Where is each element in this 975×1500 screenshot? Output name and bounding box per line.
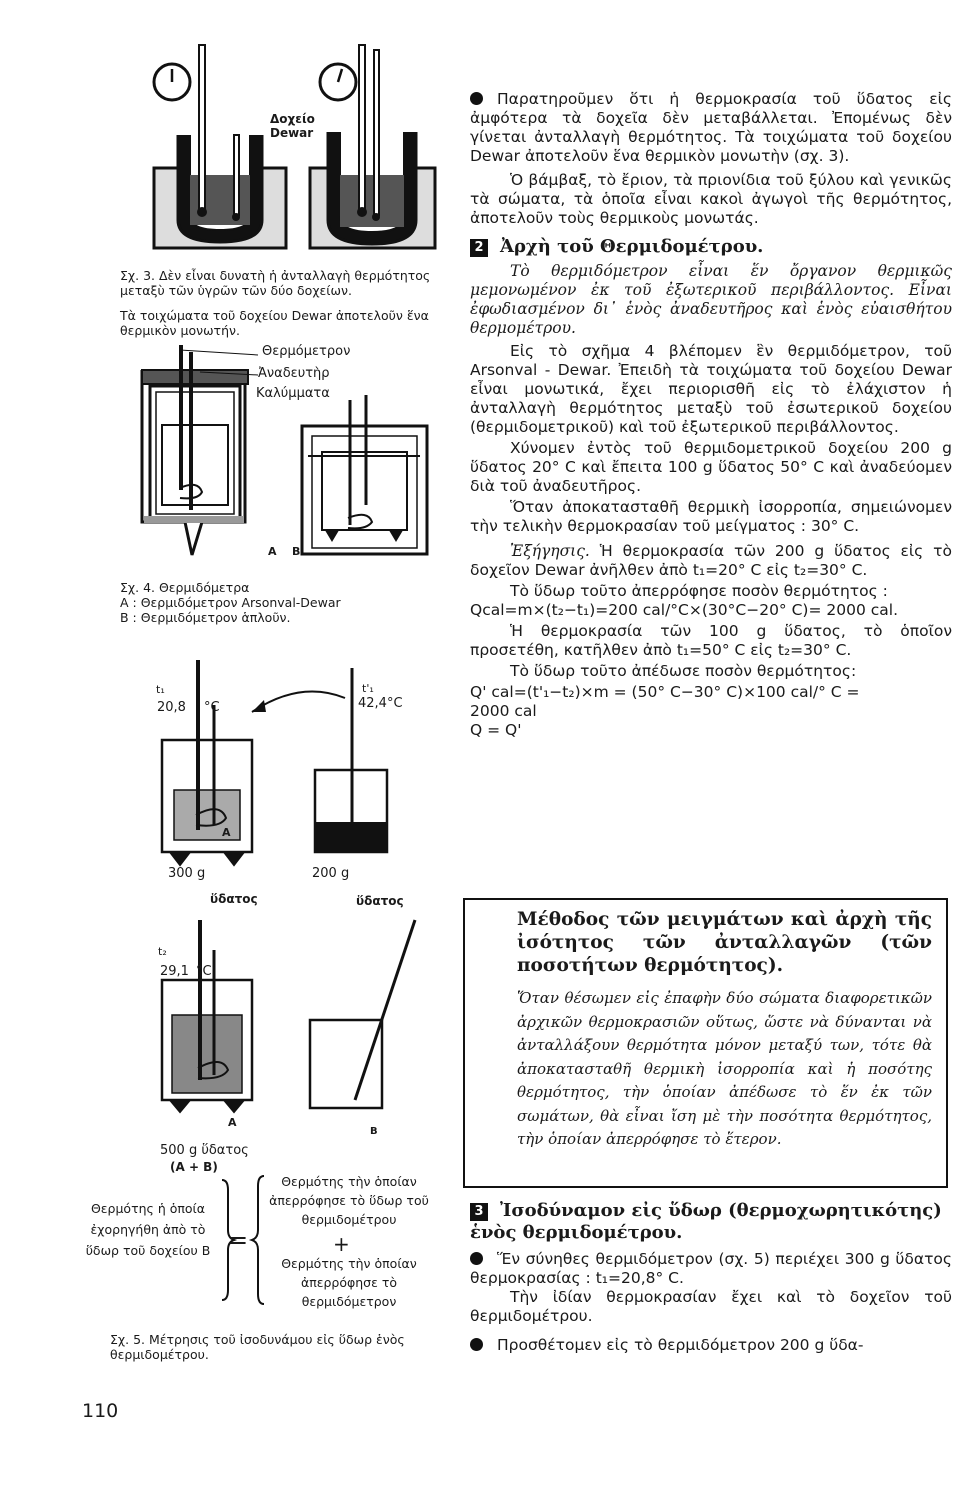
t1-label: t₁ xyxy=(156,683,165,696)
figure-4-caption-a: A : Θερμιδόμετρον Arsonval-Dewar xyxy=(120,595,341,610)
paragraph-common-calorimeter-text: Ἕν σύνηθες θερμιδόμετρον (σχ. 5) περιέχει 300 g ὕδατος θερμοκρασίας : t₁=20,8° C. xyxy=(470,1250,952,1287)
calorimeter-a-icon xyxy=(162,660,252,865)
stirrer-label: Ἀναδευτὴρ xyxy=(258,366,330,381)
thermometer-label: Θερμόμετρον xyxy=(262,344,351,359)
figure-5-caption: Σχ. 5. Μέτρησις τοῦ ἰσοδυνάμου εἰς ὕδωρ ἑνὸς θερμιδομέτρου. xyxy=(110,1332,405,1362)
calorimeter-a-icon xyxy=(142,345,248,555)
beaker-icon xyxy=(154,135,286,248)
heat-absorbed-calorimeter-text: Θερμότης τὴν ὁποίαν ἀπερρόφησε τὸ θερμιδόμετρον xyxy=(281,1256,417,1309)
heat-absorbed-water-text: Θερμότης τὴν ὁποίαν ἀπερρόφησε τὸ ὕδωρ τοῦ θερμιδομέτρου xyxy=(269,1174,429,1227)
beaker-b-empty-icon xyxy=(310,920,415,1108)
paragraph-bad-conductors: Ὁ βάμβαξ, τὸ ἔριον, τὰ πριονίδια τοῦ ξύλου καὶ γενικῶς τὰ σώματα, τὰ ὁποῖα εἶναι κακοὶ ἀγωγοὶ τῆς θερμότητος, ἀποτελοῦν τοὺς θερμικοὺς μονωτάς. xyxy=(470,171,952,227)
dewar-vessel-icon xyxy=(310,132,435,248)
water-a-label: ὕδατος xyxy=(210,892,258,906)
paragraph-cooling: Ἡ θερμοκρασία τῶν 100 g ὕδατος, τὸ ὁποῖον προσετέθη, κατῆλθεν ἀπὸ t₁=50° C εἰς t₂=30° C. xyxy=(470,622,952,659)
calorimeter-b-letter: B xyxy=(292,545,301,558)
paragraph-insulator-text: Παρατηροῦμεν ὅτι ἡ θερμοκρασία τοῦ ὕδατος εἰς ἀμφότερα τὰ δοχεῖα δὲν μεταβάλλεται. Ἐπομένως δὲν γίνεται ἀνταλλαγὴ θερμότητος. Τὰ τοιχώματα τοῦ δοχείου Dewar ἀποτελοῦν ἕνα θερμικὸν μονωτὴν (σχ. 3). xyxy=(470,90,952,165)
t2-label: t₂ xyxy=(158,945,167,958)
equation-q-prime-result: 2000 cal xyxy=(470,702,537,720)
bullet-icon xyxy=(470,92,483,105)
paragraph-absorbed: Τὸ ὕδωρ τοῦτο ἀπερρόφησε ποσὸν θερμότητος : xyxy=(510,582,888,600)
section-2-title: Ἀρχὴ τοῦ Θερμιδομέτρου. xyxy=(500,236,764,257)
t2-value: 29,1 xyxy=(160,964,189,979)
paragraph-given: Τὸ ὕδωρ τοῦτο ἀπέδωσε ποσὸν θερμότητος: xyxy=(510,662,857,680)
paragraph-calorimeter-definition: Τὸ θερμιδόμετρον εἶναι ἕν ὄργανον θερμικῶς μεμονωμένον ἐκ τοῦ ἐξωτερικοῦ περιβάλλοντος. Εἶναι ἐφωδιασμένον δι᾽ ἑνὸς ἀναδευτῆρος καὶ ἑνὸς εὐαισθήτου θερμομέτρου. xyxy=(470,262,952,337)
paragraph-same-temperature: Τὴν ἰδίαν θερμοκρασίαν ἔχει καὶ τὸ δοχεῖον τοῦ θερμιδομέτρου. xyxy=(470,1288,952,1325)
paragraph-add-water xyxy=(470,1336,952,1355)
t1-prime-label: t'₁ xyxy=(362,682,374,695)
paragraph-pour-water: Χύνομεν ἐντὸς τοῦ θερμιδομετρικοῦ δοχείου 200 g ὕδατος 20° C καὶ ἔπειτα 100 g ὕδατος 50° C καὶ ἀναδεύομεν διὰ τοῦ ἀναδευτῆρος. xyxy=(470,439,952,495)
section-number-badge: 3 xyxy=(470,1203,488,1221)
paragraph-explanation xyxy=(470,542,952,580)
bullet-icon xyxy=(470,1252,483,1265)
covers-label: Καλύμματα xyxy=(256,386,330,401)
figure-5-experiment-diagram xyxy=(140,650,440,1170)
equation-q-equals: Q = Q' xyxy=(470,721,522,739)
calorimeter-a-letter: A xyxy=(268,545,277,558)
principle-box-title: Μέθοδος τῶν μειγμάτων καὶ ἀρχὴ τῆς ἰσότητος τῶν ἀνταλλαγῶν (τῶν ποσοτήτων θερμότητος). xyxy=(517,909,932,976)
water-b-label: ὕδατος xyxy=(356,894,404,908)
page-number: 110 xyxy=(82,1400,119,1422)
equation-qcal: Qcal=m×(t₂−t₁)=200 cal/°C×(30°C−20° C)= 2000 cal. xyxy=(470,601,899,619)
section-number-badge: 2 xyxy=(470,239,488,257)
clock-icon xyxy=(154,64,190,100)
paragraph-common-calorimeter xyxy=(470,1250,952,1288)
section-2-heading xyxy=(470,236,952,258)
figure-3-dewar-diagram xyxy=(150,40,440,265)
paragraph-equilibrium: Ὅταν ἀποκατασταθῆ θερμικὴ ἰσορροπία, σημειώνομεν τὴν τελικὴν θερμοκρασίαν τοῦ μείγματος : 30° C. xyxy=(470,498,952,535)
equation-q-prime: Q' cal=(t'₁−t₂)×m = (50° C−30° C)×100 cal/° C = xyxy=(470,683,860,701)
mass-b-label: 200 g xyxy=(312,866,350,881)
dewar-label-line2: Dewar xyxy=(270,126,314,140)
paragraph-figure-4: Εἰς τὸ σχῆμα 4 βλέπομεν ἓν θερμιδόμετρον, τοῦ Arsonval - Dewar. Ἐπειδὴ τὰ τοιχώματα τοῦ δοχείου Dewar εἶναι μονωτικά, ἔχει περιορισθῆ εἰς τὸ ἐλάχιστον ἡ ἀνταλλαγὴ θερμότητος μεταξὺ τοῦ ἐσωτερικοῦ δοχείου (θερμιδομετρικοῦ) καὶ τοῦ ἐξωτερικοῦ περιβάλλοντος. xyxy=(470,342,952,436)
figure-3-caption-note: Τὰ τοιχώματα τοῦ δοχείου Dewar ἀποτελοῦν ἕνα θερμικὸν μονωτήν. xyxy=(120,308,429,338)
explanation-text: Ἡ θερμοκρασία τῶν 200 g ὕδατος εἰς τὸ δοχεῖον Dewar ἀνῆλθεν ἀπὸ t₁=20° C εἰς t₂=30° C. xyxy=(470,542,952,579)
figure-4-caption-title: Σχ. 4. Θερμιδόμετρα xyxy=(120,580,250,595)
dewar-label xyxy=(270,112,315,140)
explanation-lead: Ἐξήγησις. xyxy=(510,542,590,560)
right-column-top xyxy=(470,90,952,740)
calorimeter-a-letter: A xyxy=(222,826,231,839)
section-3-title: Ἰσοδύναμον εἰς ὕδωρ (θερμοχωρητικότης) ἑνὸς θερμιδομέτρου. xyxy=(470,1200,942,1243)
calorimeter-b-icon xyxy=(302,395,427,554)
t1-value: 20,8 xyxy=(157,700,186,715)
beaker-b-letter: B xyxy=(370,1126,378,1137)
mass-a-label: 300 g xyxy=(168,866,206,881)
figure-3-caption: Σχ. 3. Δὲν εἶναι δυνατὴ ἡ ἀνταλλαγὴ θερμότητος μεταξὺ τῶν ὑγρῶν τῶν δύο δοχείων. xyxy=(120,268,431,298)
right-column-bottom xyxy=(470,1200,952,1355)
calorimeter-a-mixed-icon xyxy=(162,920,252,1112)
heat-given-text: Θερμότης ἡ ὁποία ἐχορηγήθη ἀπὸ τὸ ὕδωρ τοῦ δοχείου B xyxy=(85,1201,211,1258)
t1-prime-value: 42,4°C xyxy=(358,696,403,711)
sub-ab-label: (A + B) xyxy=(170,1160,218,1174)
plus-sign: + xyxy=(333,1232,350,1256)
principle-box-text: Ὅταν θέσωμεν εἰς ἐπαφὴν δύο σώματα διαφορετικῶν ἀρχικῶν θερμοκρασιῶν οὕτως, ὥστε νὰ δύνανται νὰ ἀνταλλάξουν θερμότητα μόνον μεταξύ των, τότε θὰ ἀποκατασταθῆ θερμικὴ ἰσορροπία καὶ ἡ ποσότης θερμότητος, τὴν ὁποίαν ἀπέδωσε τὸ ἕν ἐκ τῶν σωμάτων, θὰ εἶναι ἴση μὲ τὴν ποσότητα θερμότητος, τὴν ὁποίαν ἀπερρόφησε τὸ ἕτερον. xyxy=(517,989,932,1148)
dewar-label-line1: Δοχείο xyxy=(270,112,315,126)
t2-unit: °C xyxy=(196,964,212,979)
bullet-icon xyxy=(470,1338,483,1351)
calorimeter-a-letter: A xyxy=(228,1116,237,1129)
paragraph-insulator xyxy=(470,90,952,166)
clock-icon xyxy=(320,64,356,100)
mass-total-label: 500 g ὕδατος xyxy=(160,1143,249,1158)
t1-unit: °C xyxy=(204,700,220,715)
section-3-heading xyxy=(470,1200,952,1244)
principle-box xyxy=(463,898,948,1188)
figure-4-caption-b: B : Θερμιδόμετρον ἁπλοῦν. xyxy=(120,610,291,625)
figure-4-caption xyxy=(120,580,440,625)
paragraph-add-water-text: Προσθέτομεν εἰς τὸ θερμιδόμετρον 200 g ὕδα- xyxy=(497,1336,864,1354)
equals-sign: = xyxy=(228,1226,249,1254)
